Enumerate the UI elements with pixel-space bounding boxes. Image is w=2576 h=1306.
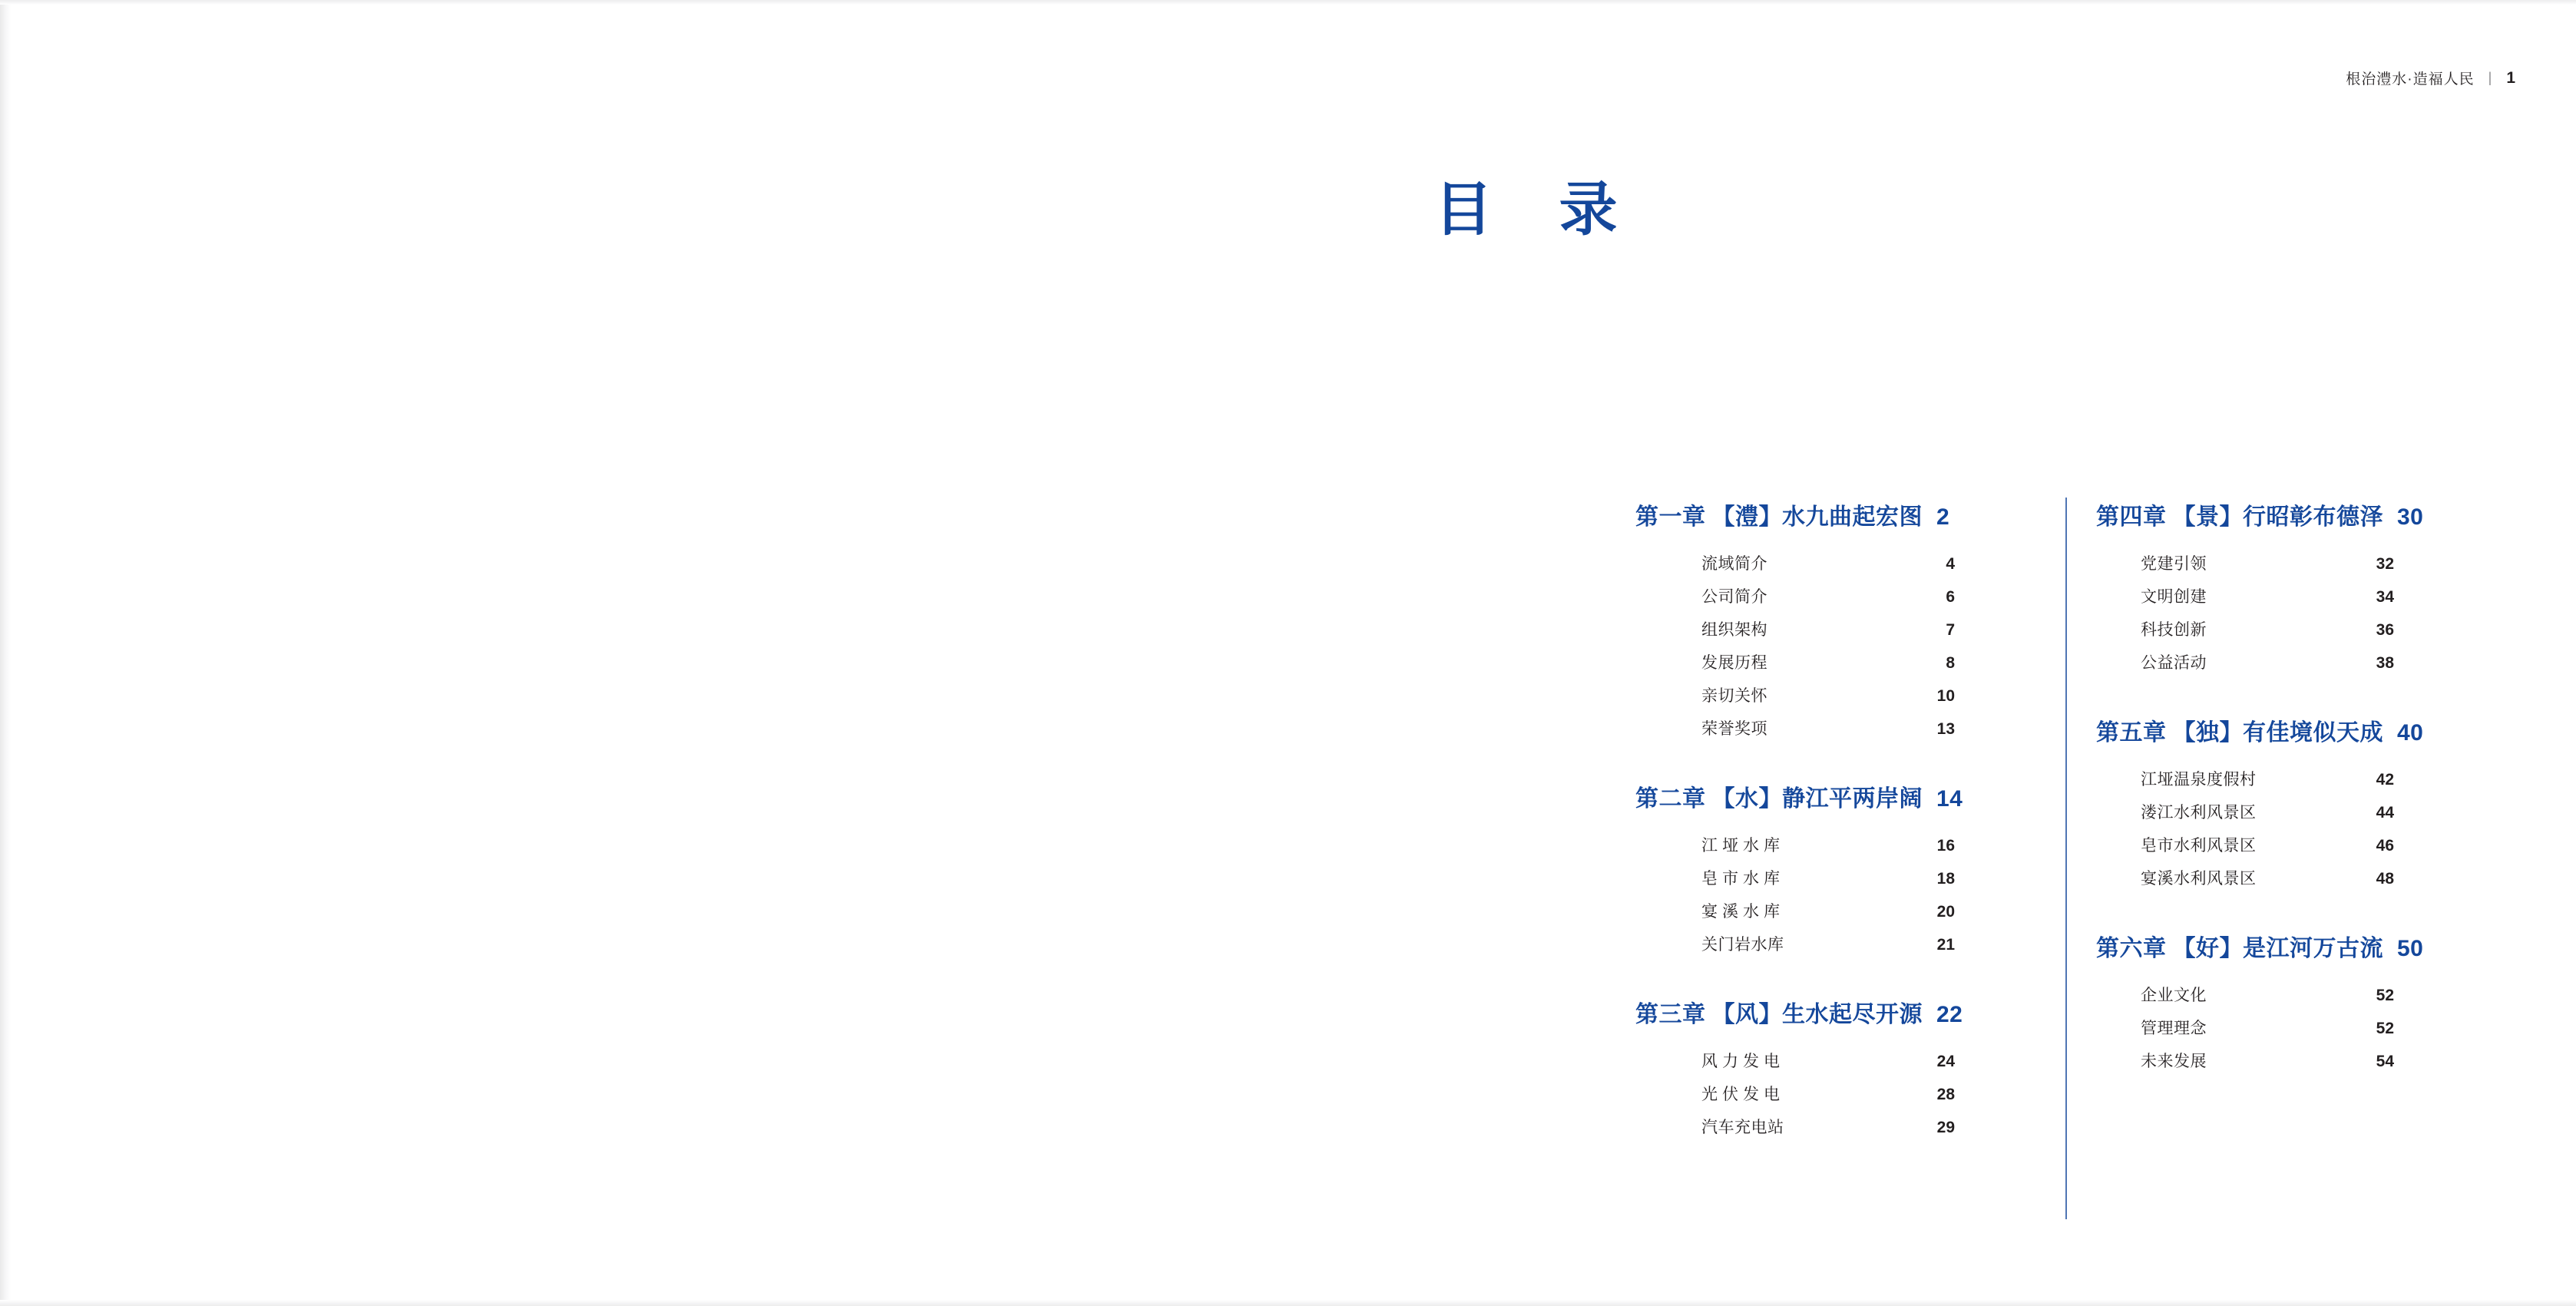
toc-entry-page: 21 [1936, 936, 1955, 954]
chapter-title: 【好】是江河万古流 [2172, 936, 2383, 961]
toc-entry[interactable] [1701, 1049, 1955, 1072]
chapter-block [2096, 498, 2511, 673]
toc-entry-label: 宴溪水库 [1701, 903, 1784, 921]
toc-entry-label: 流域简介 [1701, 555, 1767, 573]
chapter-block [1635, 779, 2050, 955]
toc-entry[interactable] [2141, 767, 2394, 790]
running-header-separator: | [2488, 70, 2493, 85]
toc-entry-label: 公司简介 [1701, 588, 1767, 606]
chapter-page: 14 [1936, 786, 1963, 812]
chapter-title: 【水】静江平两岸阔 [1711, 786, 1923, 812]
chapter-number: 第四章 [2096, 504, 2167, 530]
toc-entry[interactable] [2141, 1049, 2394, 1072]
toc-entry[interactable] [1701, 932, 1955, 955]
chapter-number: 第五章 [2096, 720, 2167, 746]
toc-entry-label: 组织架构 [1701, 621, 1767, 639]
toc-entry[interactable] [2141, 983, 2394, 1006]
toc-entry[interactable] [1701, 899, 1955, 922]
toc-entry-label: 关门岩水库 [1701, 936, 1784, 954]
toc-entry-label: 溇江水利风景区 [2141, 804, 2257, 822]
chapter-title: 【独】有佳境似天成 [2172, 720, 2383, 746]
toc-entry[interactable] [2141, 866, 2394, 889]
chapter-heading[interactable] [1635, 779, 2050, 813]
page-left-edge-shadow [0, 0, 11, 1306]
toc-entry[interactable] [2141, 551, 2394, 574]
toc-entry-label: 江垭水库 [1701, 837, 1784, 855]
toc-entry[interactable] [1701, 1082, 1955, 1105]
toc-entry-page: 16 [1936, 837, 1955, 855]
toc-entry-label: 荣誉奖项 [1701, 720, 1767, 738]
chapter-heading[interactable] [1635, 498, 2050, 531]
toc-entry-label: 光伏发电 [1701, 1086, 1784, 1103]
toc-column-right [2050, 498, 2511, 1148]
chapter-entries [1701, 1049, 2050, 1138]
chapter-page: 22 [1936, 1002, 1963, 1027]
toc-entry[interactable] [2141, 650, 2394, 673]
chapter-heading[interactable] [1635, 995, 2050, 1029]
toc-entry-page: 24 [1936, 1053, 1955, 1070]
toc-entry-label: 发展历程 [1701, 654, 1767, 672]
chapter-entries [1701, 551, 2050, 739]
chapter-number: 第二章 [1635, 786, 1706, 812]
toc-entry-page: 54 [2376, 1053, 2394, 1070]
chapter-page: 30 [2397, 504, 2424, 530]
chapter-entries [2141, 551, 2511, 673]
toc-entry-label: 风力发电 [1701, 1053, 1784, 1070]
chapter-number: 第一章 [1635, 504, 1706, 530]
toc-entry-page: 42 [2376, 771, 2394, 789]
toc-entry-label: 党建引领 [2141, 555, 2207, 573]
toc-entry[interactable] [2141, 833, 2394, 856]
chapter-title: 【风】生水起尽开源 [1711, 1002, 1923, 1027]
chapter-block [2096, 713, 2511, 889]
toc-entry[interactable] [2141, 617, 2394, 640]
toc-entry-page: 4 [1946, 555, 1955, 573]
toc-entry-page: 8 [1946, 654, 1955, 672]
toc-entry-page: 20 [1936, 903, 1955, 921]
toc-entry-page: 52 [2376, 987, 2394, 1004]
page-bottom-edge-shadow [0, 1300, 2576, 1306]
chapter-block [2096, 929, 2511, 1072]
toc-entry-page: 34 [2376, 588, 2394, 606]
toc-entry-page: 7 [1946, 621, 1955, 639]
toc-entry-page: 6 [1946, 588, 1955, 606]
toc-entry-label: 江垭温泉度假村 [2141, 771, 2257, 789]
toc-entry[interactable] [2141, 584, 2394, 607]
toc-entry[interactable] [1701, 551, 1955, 574]
toc-entry-page: 10 [1936, 687, 1955, 705]
toc-entry-page: 44 [2376, 804, 2394, 822]
running-header [2346, 68, 2516, 88]
chapter-entries [1701, 833, 2050, 955]
toc-entry-page: 18 [1936, 870, 1955, 888]
toc-entry-label: 汽车充电站 [1701, 1119, 1784, 1136]
toc-entry-page: 48 [2376, 870, 2394, 888]
chapter-page: 40 [2397, 720, 2424, 746]
chapter-number: 第六章 [2096, 936, 2167, 961]
page-top-edge-shadow [0, 0, 2576, 5]
toc-entry-page: 36 [2376, 621, 2394, 639]
toc-entry-label: 皂市水库 [1701, 870, 1784, 888]
running-header-title: 根治澧水·造福人民 [2346, 71, 2475, 88]
chapter-heading[interactable] [2096, 713, 2511, 747]
chapter-page: 2 [1936, 504, 1950, 530]
chapter-entries [2141, 983, 2511, 1072]
table-of-contents [1635, 498, 2526, 1148]
chapter-title: 【景】行昭彰布德泽 [2172, 504, 2383, 530]
toc-entry-page: 38 [2376, 654, 2394, 672]
toc-entry-label: 文明创建 [2141, 588, 2207, 606]
toc-entry[interactable] [1701, 650, 1955, 673]
toc-entry-page: 29 [1936, 1119, 1955, 1136]
chapter-block [1635, 995, 2050, 1138]
toc-entry[interactable] [1701, 866, 1955, 889]
toc-entry-page: 46 [2376, 837, 2394, 855]
chapter-block [1635, 498, 2050, 739]
toc-entry[interactable] [1701, 833, 1955, 856]
chapter-page: 50 [2397, 936, 2424, 961]
toc-entry-label: 公益活动 [2141, 654, 2207, 672]
chapter-heading[interactable] [2096, 498, 2511, 531]
toc-entry[interactable] [1701, 683, 1955, 706]
toc-entry[interactable] [2141, 1016, 2394, 1039]
toc-column-left [1635, 498, 2050, 1148]
toc-entry[interactable] [1701, 584, 1955, 607]
toc-entry-label: 皂市水利风景区 [2141, 837, 2257, 855]
toc-entry-label: 管理理念 [2141, 1020, 2207, 1037]
chapter-title: 【澧】水九曲起宏图 [1711, 504, 1923, 530]
toc-entry[interactable] [1701, 617, 1955, 640]
chapter-number: 第三章 [1635, 1002, 1706, 1027]
toc-entry-page: 13 [1936, 720, 1955, 738]
toc-entry[interactable] [1701, 1115, 1955, 1138]
toc-entry-label: 企业文化 [2141, 987, 2207, 1004]
toc-entry[interactable] [1701, 716, 1955, 739]
chapter-entries [2141, 767, 2511, 889]
toc-entry-label: 宴溪水利风景区 [2141, 870, 2257, 888]
toc-entry-page: 52 [2376, 1020, 2394, 1037]
toc-entry-page: 32 [2376, 555, 2394, 573]
toc-entry-label: 未来发展 [2141, 1053, 2207, 1070]
page-number: 1 [2506, 68, 2516, 87]
toc-entry-page: 28 [1936, 1086, 1955, 1103]
toc-entry-label: 科技创新 [2141, 621, 2207, 639]
toc-entry[interactable] [2141, 800, 2394, 823]
toc-entry-label: 亲切关怀 [1701, 687, 1767, 705]
chapter-heading[interactable] [2096, 929, 2511, 963]
page-title: 目 录 [1434, 175, 1641, 243]
